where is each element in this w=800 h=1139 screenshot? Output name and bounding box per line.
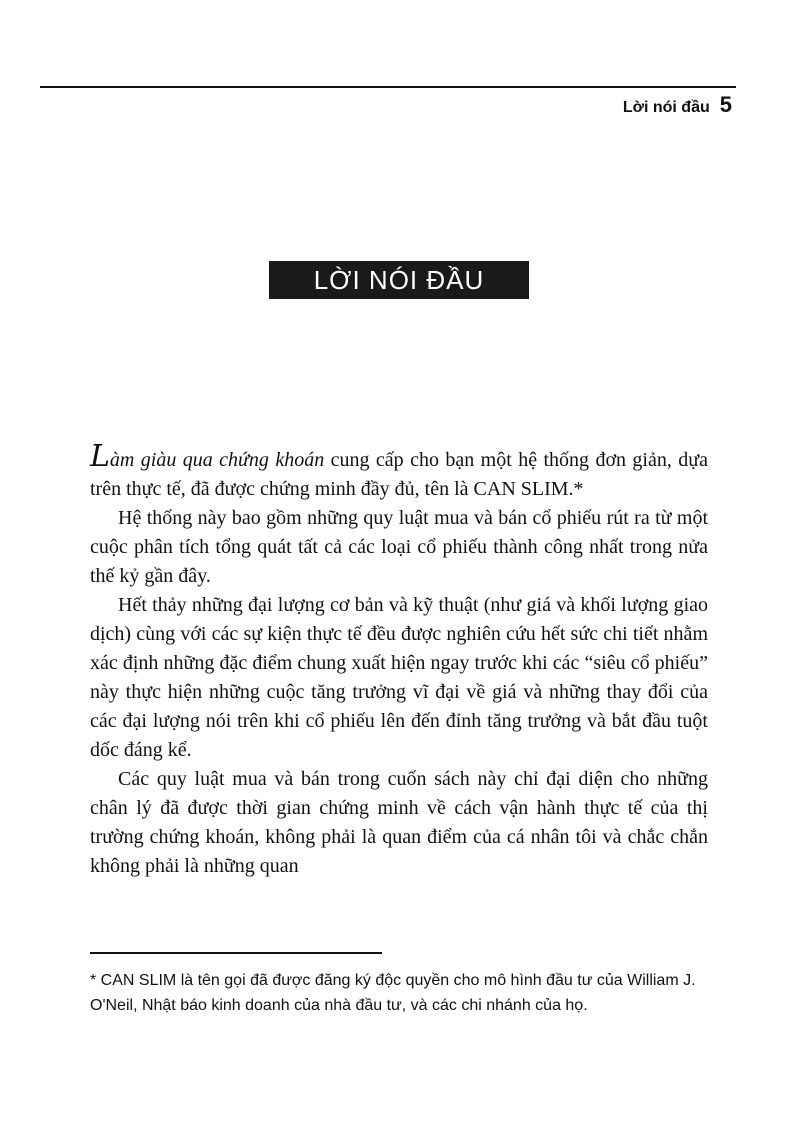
paragraph-2: Hệ thống này bao gồm những quy luật mua và bán cổ phiếu rút ra từ một cuộc phân tích tổng quát tất cả các loại cổ phiếu thành công nhất trong nửa thế kỷ gần đây.: [90, 507, 708, 587]
running-title: Lời nói đầu: [622, 99, 710, 116]
chapter-title: LỜI NÓI ĐẦU: [269, 261, 529, 299]
running-head: [623, 92, 732, 118]
page-number: 5: [719, 92, 732, 117]
footnote: [90, 968, 708, 1018]
paragraph-4: Các quy luật mua và bán trong cuốn sách này chỉ đại diện cho những chân lý đã được thời gian chứng minh về cách vận hành thực tế của thị trường chứng khoán, không phải là quan điểm của cá nhân tôi và chắc chắn không phải là những quan: [90, 768, 708, 877]
paragraph-3: Hết thảy những đại lượng cơ bản và kỹ thuật (như giá và khối lượng giao dịch) cùng với các sự kiện thực tế đều được nghiên cứu hết sức chi tiết nhằm xác định những đặc điểm chung xuất hiện ngay trước khi các “siêu cổ phiếu” này thực hiện những cuộc tăng trưởng vĩ đại về giá và những thay đổi của các đại lượng nói trên khi cổ phiếu lên đến đỉnh tăng trưởng và bắt đầu tuột dốc đáng kể.: [90, 594, 708, 761]
paragraph-1: [90, 439, 708, 504]
paragraph-1-text: cung cấp cho bạn một hệ thống đơn giản, dựa trên thực tế, đã được chứng minh đầy đủ, tên là CAN SLIM.*: [90, 449, 708, 500]
book-title: àm giàu qua chứng khoán: [109, 449, 325, 471]
footnote-rule: [90, 952, 382, 954]
footnote-text: * CAN SLIM là tên gọi đã được đăng ký độc quyền cho mô hình đầu tư của William J. O'Neil, Nhật báo kinh doanh của nhà đầu tư, và các chi nhánh của họ.: [90, 972, 696, 1014]
body-text: [90, 439, 708, 881]
header-rule: [40, 86, 736, 88]
decorative-initial: L: [90, 439, 110, 474]
